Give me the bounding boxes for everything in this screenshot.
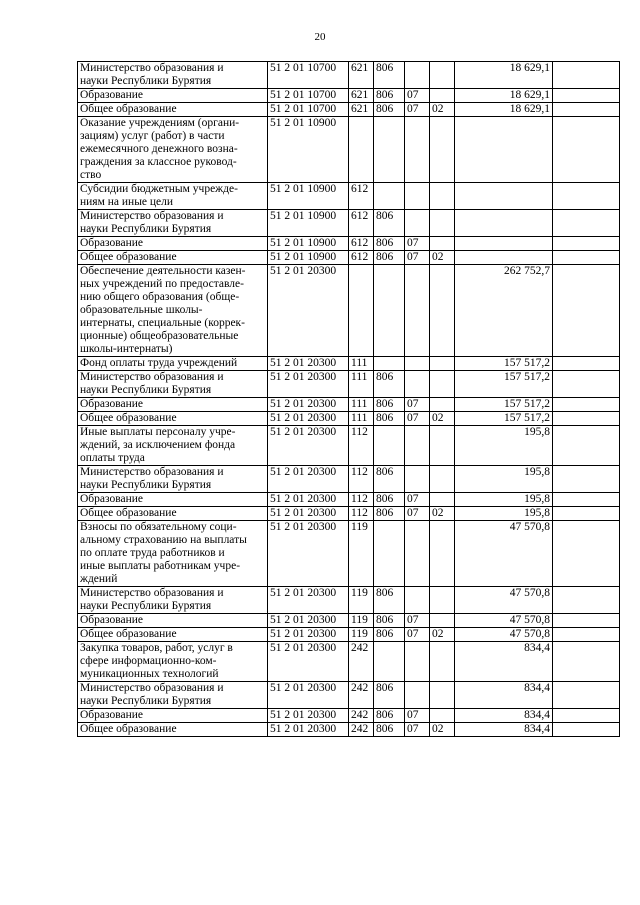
subsection-code [430,265,455,357]
row-name: Общее образование [78,723,268,737]
amount-value: 195,8 [455,426,553,466]
amount-value: 47 570,8 [455,614,553,628]
empty-column-cell [553,709,620,723]
target-article-code: 51 2 01 10700 [268,89,349,103]
subsection-code [430,493,455,507]
target-article-code: 51 2 01 20300 [268,398,349,412]
subsection-code: 02 [430,412,455,426]
administrator-code: 806 [374,466,405,493]
section-code: 07 [405,251,430,265]
target-article-code: 51 2 01 20300 [268,723,349,737]
empty-column-cell [553,723,620,737]
target-article-code: 51 2 01 20300 [268,371,349,398]
target-article-code: 51 2 01 10900 [268,210,349,237]
expense-type-code: 111 [349,357,374,371]
subsection-code: 02 [430,723,455,737]
empty-column-cell [553,466,620,493]
row-name: Министерство образования и науки Республики Бурятия [78,587,268,614]
budget-table [77,61,620,737]
target-article-code: 51 2 01 20300 [268,709,349,723]
empty-column-cell [553,628,620,642]
subsection-code: 02 [430,103,455,117]
administrator-code: 806 [374,723,405,737]
table-row [78,614,620,628]
subsection-code [430,237,455,251]
administrator-code: 806 [374,587,405,614]
empty-column-cell [553,426,620,466]
expense-type-code: 112 [349,507,374,521]
subsection-code [430,642,455,682]
empty-column-cell [553,89,620,103]
administrator-code: 806 [374,251,405,265]
amount-value: 47 570,8 [455,521,553,587]
row-name: Взносы по обязательному соци- альному страхованию на выплаты по оплате труда работников и иные выплаты работникам учре- ждений [78,521,268,587]
administrator-code: 806 [374,237,405,251]
empty-column-cell [553,682,620,709]
subsection-code [430,521,455,587]
empty-column-cell [553,587,620,614]
row-name: Обеспечение деятельности казен- ных учреждений по предоставле- нию общего образования (обще- образовательные школы- интернаты, специальные (коррек- ционные) общеобразовательные школы-интернаты) [78,265,268,357]
target-article-code: 51 2 01 20300 [268,682,349,709]
administrator-code: 806 [374,682,405,709]
administrator-code [374,265,405,357]
administrator-code [374,117,405,183]
amount-value: 18 629,1 [455,62,553,89]
administrator-code: 806 [374,628,405,642]
expense-type-code: 119 [349,587,374,614]
subsection-code: 02 [430,251,455,265]
amount-value: 47 570,8 [455,587,553,614]
expense-type-code: 112 [349,426,374,466]
table-row [78,682,620,709]
expense-type-code: 242 [349,709,374,723]
table-row [78,183,620,210]
row-name: Общее образование [78,628,268,642]
row-name: Закупка товаров, работ, услуг в сфере информационно-ком- муникационных технологий [78,642,268,682]
administrator-code: 806 [374,398,405,412]
subsection-code [430,587,455,614]
empty-column-cell [553,493,620,507]
subsection-code: 02 [430,507,455,521]
expense-type-code: 612 [349,251,374,265]
empty-column-cell [553,507,620,521]
row-name: Министерство образования и науки Республики Бурятия [78,466,268,493]
target-article-code: 51 2 01 20300 [268,493,349,507]
empty-column-cell [553,265,620,357]
target-article-code: 51 2 01 20300 [268,507,349,521]
amount-value [455,117,553,183]
amount-value: 157 517,2 [455,371,553,398]
amount-value [455,210,553,237]
table-row [78,466,620,493]
empty-column-cell [553,210,620,237]
table-row [78,117,620,183]
section-code [405,210,430,237]
target-article-code: 51 2 01 10700 [268,62,349,89]
subsection-code [430,89,455,103]
empty-column-cell [553,103,620,117]
expense-type-code: 621 [349,62,374,89]
row-name: Образование [78,237,268,251]
expense-type-code: 242 [349,682,374,709]
administrator-code: 806 [374,493,405,507]
section-code: 07 [405,412,430,426]
target-article-code: 51 2 01 10700 [268,103,349,117]
section-code [405,642,430,682]
row-name: Фонд оплаты труда учреждений [78,357,268,371]
row-name: Образование [78,398,268,412]
row-name: Министерство образования и науки Республики Бурятия [78,62,268,89]
table-row [78,89,620,103]
administrator-code: 806 [374,709,405,723]
row-name: Образование [78,614,268,628]
target-article-code: 51 2 01 20300 [268,265,349,357]
target-article-code: 51 2 01 20300 [268,466,349,493]
target-article-code: 51 2 01 20300 [268,357,349,371]
administrator-code: 806 [374,507,405,521]
section-code [405,426,430,466]
row-name: Министерство образования и науки Республики Бурятия [78,371,268,398]
subsection-code [430,117,455,183]
expense-type-code: 612 [349,210,374,237]
row-name: Министерство образования и науки Республики Бурятия [78,682,268,709]
section-code [405,371,430,398]
amount-value: 195,8 [455,466,553,493]
budget-table-body [78,62,620,737]
table-row [78,493,620,507]
target-article-code: 51 2 01 20300 [268,521,349,587]
table-row [78,426,620,466]
target-article-code: 51 2 01 20300 [268,587,349,614]
row-name: Образование [78,709,268,723]
section-code: 07 [405,89,430,103]
row-name: Иные выплаты персоналу учре- ждений, за исключением фонда оплаты труда [78,426,268,466]
amount-value: 47 570,8 [455,628,553,642]
expense-type-code: 112 [349,493,374,507]
table-row [78,723,620,737]
amount-value: 157 517,2 [455,357,553,371]
administrator-code: 806 [374,614,405,628]
expense-type-code: 242 [349,642,374,682]
expense-type-code: 111 [349,398,374,412]
table-row [78,628,620,642]
subsection-code [430,426,455,466]
row-name: Общее образование [78,103,268,117]
empty-column-cell [553,614,620,628]
expense-type-code: 242 [349,723,374,737]
amount-value: 195,8 [455,507,553,521]
section-code [405,682,430,709]
administrator-code [374,642,405,682]
amount-value: 834,4 [455,723,553,737]
amount-value: 157 517,2 [455,398,553,412]
subsection-code [430,466,455,493]
expense-type-code: 111 [349,371,374,398]
subsection-code [430,357,455,371]
administrator-code: 806 [374,62,405,89]
table-row [78,237,620,251]
section-code [405,62,430,89]
subsection-code [430,371,455,398]
empty-column-cell [553,642,620,682]
subsection-code [430,183,455,210]
target-article-code: 51 2 01 20300 [268,426,349,466]
row-name: Общее образование [78,507,268,521]
table-row [78,103,620,117]
section-code: 07 [405,614,430,628]
subsection-code [430,210,455,237]
subsection-code [430,614,455,628]
section-code [405,265,430,357]
table-row [78,587,620,614]
empty-column-cell [553,237,620,251]
table-row [78,709,620,723]
section-code [405,357,430,371]
amount-value: 262 752,7 [455,265,553,357]
expense-type-code: 119 [349,628,374,642]
section-code: 07 [405,493,430,507]
expense-type-code: 621 [349,89,374,103]
expense-type-code: 119 [349,614,374,628]
row-name: Оказание учреждениям (органи- зациям) услуг (работ) в части ежемесячного денежного возна- граждения за классное руковод- ство [78,117,268,183]
empty-column-cell [553,371,620,398]
administrator-code: 806 [374,210,405,237]
section-code: 07 [405,237,430,251]
target-article-code: 51 2 01 10900 [268,117,349,183]
section-code: 07 [405,398,430,412]
table-row [78,265,620,357]
subsection-code [430,682,455,709]
administrator-code: 806 [374,371,405,398]
expense-type-code: 112 [349,466,374,493]
target-article-code: 51 2 01 20300 [268,642,349,682]
amount-value: 834,4 [455,682,553,709]
page-number: 20 [314,31,326,43]
target-article-code: 51 2 01 10900 [268,251,349,265]
amount-value [455,183,553,210]
subsection-code [430,398,455,412]
empty-column-cell [553,398,620,412]
amount-value: 157 517,2 [455,412,553,426]
table-row [78,642,620,682]
empty-column-cell [553,117,620,183]
empty-column-cell [553,251,620,265]
section-code [405,521,430,587]
expense-type-code: 612 [349,183,374,210]
administrator-code [374,183,405,210]
table-row [78,507,620,521]
target-article-code: 51 2 01 20300 [268,412,349,426]
amount-value: 18 629,1 [455,89,553,103]
row-name: Общее образование [78,251,268,265]
amount-value: 834,4 [455,642,553,682]
administrator-code [374,521,405,587]
target-article-code: 51 2 01 20300 [268,628,349,642]
administrator-code [374,357,405,371]
administrator-code [374,426,405,466]
subsection-code: 02 [430,628,455,642]
administrator-code: 806 [374,103,405,117]
administrator-code: 806 [374,89,405,103]
administrator-code: 806 [374,412,405,426]
section-code [405,587,430,614]
empty-column-cell [553,412,620,426]
empty-column-cell [553,357,620,371]
row-name: Образование [78,89,268,103]
section-code [405,117,430,183]
amount-value [455,251,553,265]
section-code: 07 [405,103,430,117]
empty-column-cell [553,183,620,210]
table-row [78,412,620,426]
amount-value: 195,8 [455,493,553,507]
table-row [78,62,620,89]
section-code [405,183,430,210]
table-row [78,357,620,371]
table-row [78,371,620,398]
row-name: Субсидии бюджетным учрежде- ниям на иные цели [78,183,268,210]
table-row [78,210,620,237]
table-row [78,521,620,587]
expense-type-code [349,265,374,357]
section-code: 07 [405,709,430,723]
expense-type-code [349,117,374,183]
expense-type-code: 621 [349,103,374,117]
table-row [78,398,620,412]
target-article-code: 51 2 01 10900 [268,237,349,251]
subsection-code [430,709,455,723]
section-code [405,466,430,493]
row-name: Образование [78,493,268,507]
row-name: Министерство образования и науки Республики Бурятия [78,210,268,237]
section-code: 07 [405,628,430,642]
expense-type-code: 119 [349,521,374,587]
section-code: 07 [405,507,430,521]
target-article-code: 51 2 01 20300 [268,614,349,628]
section-code: 07 [405,723,430,737]
row-name: Общее образование [78,412,268,426]
empty-column-cell [553,521,620,587]
empty-column-cell [553,62,620,89]
expense-type-code: 111 [349,412,374,426]
expense-type-code: 612 [349,237,374,251]
amount-value [455,237,553,251]
subsection-code [430,62,455,89]
amount-value: 834,4 [455,709,553,723]
amount-value: 18 629,1 [455,103,553,117]
table-row [78,251,620,265]
target-article-code: 51 2 01 10900 [268,183,349,210]
